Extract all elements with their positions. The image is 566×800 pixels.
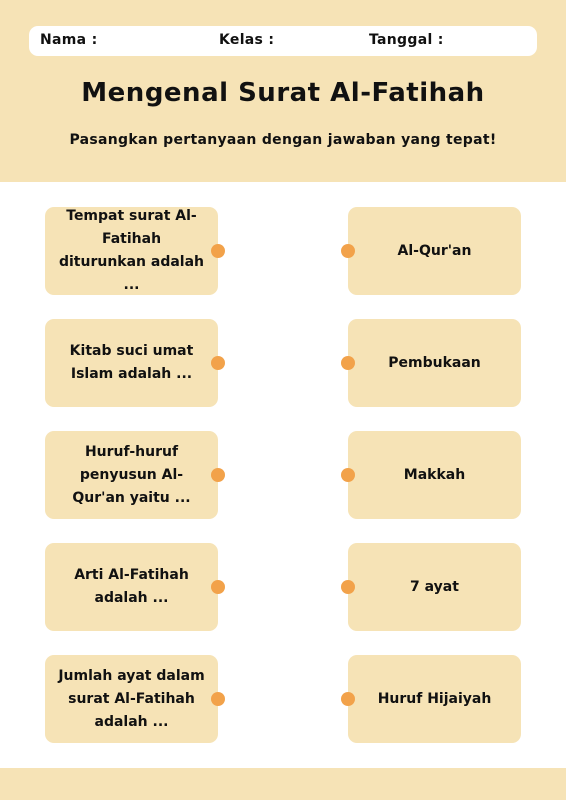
question-card-3: Huruf-huruf penyusun Al-Qur'an yaitu ...: [45, 431, 218, 519]
question-connector-dot: [211, 244, 225, 258]
date-field-label: Tanggal :: [369, 32, 444, 48]
footer-band: [0, 768, 566, 800]
question-card-5: Jumlah ayat dalam surat Al-Fatihah adalah ...: [45, 655, 218, 743]
answer-connector-dot: [341, 356, 355, 370]
answer-card-2: Pembukaan: [348, 319, 521, 407]
worksheet-title: Mengenal Surat Al-Fatihah: [81, 78, 485, 108]
student-info-bar: [29, 26, 537, 56]
question-connector-dot: [211, 692, 225, 706]
question-connector-dot: [211, 468, 225, 482]
worksheet-instruction: Pasangkan pertanyaan dengan jawaban yang tepat!: [69, 132, 497, 148]
question-card-1: Tempat surat Al-Fatihah diturunkan adalah ...: [45, 207, 218, 295]
class-field-label: Kelas :: [219, 32, 275, 48]
answer-card-1: Al-Qur'an: [348, 207, 521, 295]
answer-connector-dot: [341, 692, 355, 706]
answer-connector-dot: [341, 244, 355, 258]
question-card-2: Kitab suci umat Islam adalah ...: [45, 319, 218, 407]
question-connector-dot: [211, 580, 225, 594]
name-field-label: Nama :: [40, 32, 98, 48]
answer-card-4: 7 ayat: [348, 543, 521, 631]
answer-connector-dot: [341, 580, 355, 594]
answer-card-5: Huruf Hijaiyah: [348, 655, 521, 743]
question-card-4: Arti Al-Fatihah adalah ...: [45, 543, 218, 631]
answer-card-3: Makkah: [348, 431, 521, 519]
question-connector-dot: [211, 356, 225, 370]
answer-connector-dot: [341, 468, 355, 482]
